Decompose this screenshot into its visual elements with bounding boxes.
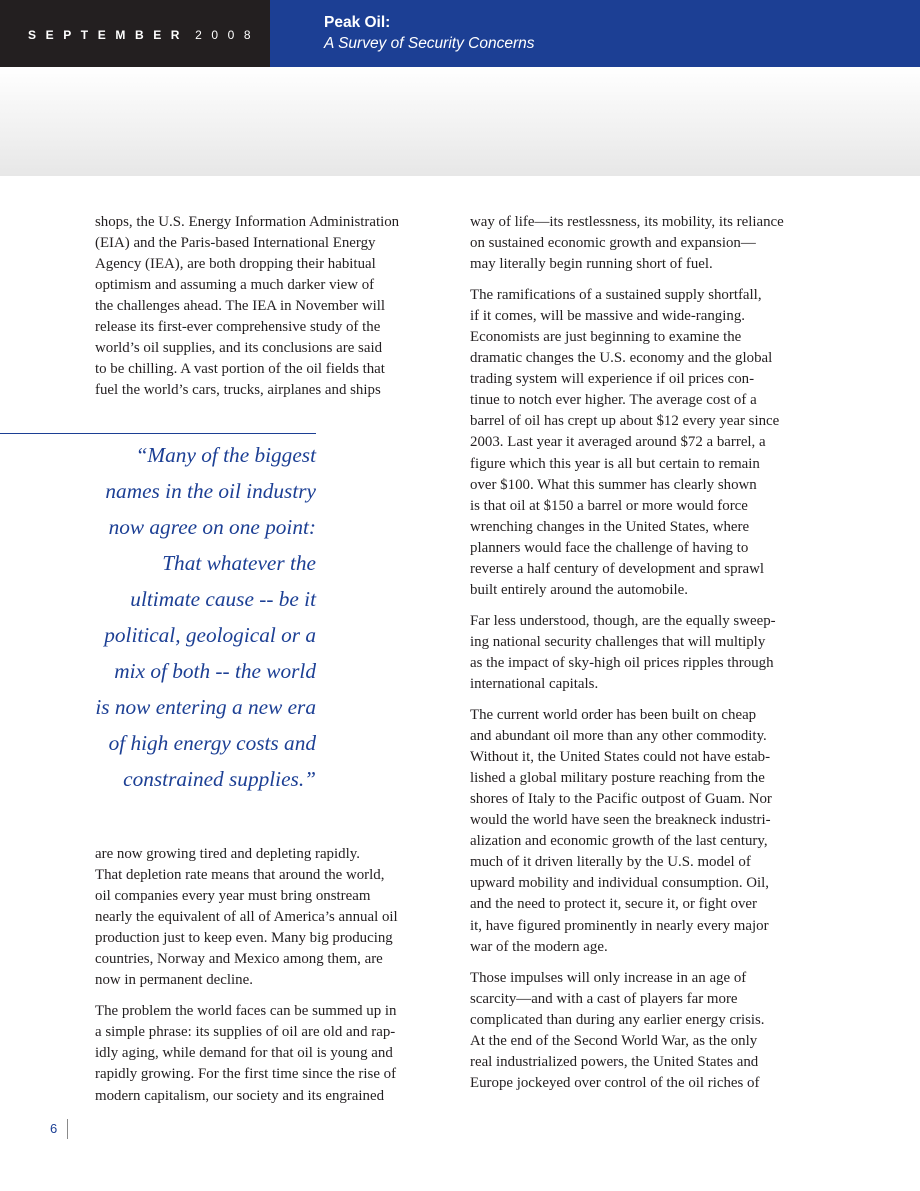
text-line: and abundant oil more than any other commodity.	[470, 728, 767, 745]
paragraph	[470, 212, 820, 275]
text-line: real industrialized powers, the United States and	[470, 1053, 759, 1070]
text-line: as the impact of sky-high oil prices ripples through	[470, 654, 774, 671]
pull-quote	[40, 437, 316, 797]
text-line: 2003. Last year it averaged around $72 a barrel, a	[470, 434, 766, 451]
text-line: At the end of the Second World War, as the only	[470, 1032, 758, 1049]
header-date-block	[0, 0, 270, 67]
text-line: is that oil at $150 a barrel or more would force	[470, 497, 748, 514]
text-line: if it comes, will be massive and wide-ranging.	[470, 308, 745, 325]
text-line: the challenges ahead. The IEA in November will	[95, 298, 385, 315]
text-line: “Many of the biggest	[135, 443, 316, 467]
text-line: That depletion rate means that around the world,	[95, 867, 385, 884]
text-line: Those impulses will only increase in an age of	[470, 969, 747, 986]
text-line: may literally begin running short of fuel.	[470, 256, 713, 273]
text-line: war of the modern age.	[470, 938, 608, 955]
text-line: scarcity—and with a cast of players far more	[470, 990, 738, 1007]
text-line: of high energy costs and	[108, 731, 316, 755]
right-column	[470, 212, 820, 1104]
text-line: to be chilling. A vast portion of the oil fields that	[95, 361, 385, 378]
text-line: fuel the world’s cars, trucks, airplanes and ships	[95, 382, 381, 399]
text-line: That whatever the	[162, 551, 316, 575]
paragraph	[95, 212, 445, 401]
text-line: countries, Norway and Mexico among them, are	[95, 951, 383, 968]
text-line: production just to keep even. Many big producing	[95, 930, 393, 947]
text-line: ultimate cause -- be it	[130, 587, 316, 611]
text-line: way of life—its restlessness, its mobility, its reliance	[470, 214, 784, 230]
issue-month: SEPTEMBER	[28, 28, 190, 42]
text-line: now in permanent decline.	[95, 972, 253, 989]
text-line: dramatic changes the U.S. economy and the global	[470, 350, 773, 367]
text-line: are now growing tired and depleting rapidly.	[95, 846, 360, 862]
text-line: on sustained economic growth and expansion—	[470, 235, 756, 252]
text-line: over $100. What this summer has clearly shown	[470, 476, 757, 493]
text-line: optimism and assuming a much darker view of	[95, 277, 375, 294]
text-line: (EIA) and the Paris-based International Energy	[95, 235, 376, 252]
text-line: a simple phrase: its supplies of oil are old and rap-	[95, 1024, 396, 1041]
text-line: upward mobility and individual consumption. Oil,	[470, 875, 770, 892]
paragraph	[470, 705, 820, 958]
text-line: shores of Italy to the Pacific outpost of Guam. Nor	[470, 791, 772, 808]
text-line: constrained supplies.”	[123, 767, 316, 791]
text-line: nearly the equivalent of all of America’s annual oil	[95, 909, 398, 926]
text-line: complicated than during any earlier energy crisis.	[470, 1011, 765, 1028]
text-line: names in the oil industry	[105, 479, 316, 503]
page-number-divider	[67, 1119, 68, 1139]
paragraph	[95, 844, 445, 991]
text-line: mix of both -- the world	[114, 659, 316, 683]
text-line: shops, the U.S. Energy Information Administration	[95, 214, 400, 230]
text-line: political, geological or a	[104, 623, 316, 647]
report-title: Peak Oil:	[324, 14, 391, 31]
text-line: trading system will experience if oil prices con-	[470, 371, 755, 388]
paragraph	[470, 968, 820, 1094]
text-line: planners would face the challenge of having to	[470, 539, 749, 556]
text-line: release its first-ever comprehensive study of the	[95, 319, 381, 336]
paragraph	[470, 611, 820, 695]
text-line: figure which this year is all but certain to remain	[470, 455, 760, 472]
text-line: international capitals.	[470, 675, 599, 692]
text-line: ing national security challenges that will multiply	[470, 633, 766, 650]
text-line: much of it driven literally by the U.S. model of	[470, 854, 751, 871]
left-column-top	[95, 212, 445, 411]
text-line: lished a global military posture reaching from the	[470, 770, 765, 787]
text-line: modern capitalism, our society and its engrained	[95, 1087, 385, 1104]
text-line: The problem the world faces can be summed up in	[95, 1003, 397, 1020]
text-line: Economists are just beginning to examine the	[470, 329, 742, 346]
text-line: Without it, the United States could not have estab-	[470, 749, 771, 766]
text-line: wrenching changes in the United States, where	[470, 518, 750, 535]
paragraph	[470, 285, 820, 601]
issue-date	[28, 28, 260, 42]
text-line: Agency (IEA), are both dropping their habitual	[95, 256, 376, 273]
pull-quote-rule	[0, 433, 316, 434]
left-column-bottom	[95, 844, 445, 1117]
header-title-block	[270, 0, 920, 67]
report-subtitle: A Survey of Security Concerns	[324, 35, 535, 52]
text-line: oil companies every year must bring onstream	[95, 888, 371, 905]
header-banner	[0, 67, 920, 176]
paragraph	[95, 1001, 445, 1106]
text-line: it, have figured prominently in nearly every major	[470, 917, 769, 934]
page-number: 6	[50, 1121, 58, 1136]
text-line: Europe jockeyed over control of the oil riches of	[470, 1074, 760, 1091]
text-line: The ramifications of a sustained supply shortfall,	[470, 287, 762, 304]
text-line: idly aging, while demand for that oil is young and	[95, 1045, 393, 1062]
text-line: is now entering a new era	[95, 695, 316, 719]
text-line: now agree on one point:	[108, 515, 316, 539]
text-line: alization and economic growth of the last century,	[470, 833, 768, 850]
text-line: rapidly growing. For the first time since the rise of	[95, 1066, 397, 1083]
text-line: and the need to protect it, secure it, or fight over	[470, 896, 757, 913]
text-line: would the world have seen the breakneck industri-	[470, 812, 771, 829]
text-line: world’s oil supplies, and its conclusions are said	[95, 340, 383, 357]
text-line: built entirely around the automobile.	[470, 581, 688, 598]
text-line: Far less understood, though, are the equally sweep-	[470, 612, 776, 629]
text-line: The current world order has been built on cheap	[470, 707, 757, 724]
issue-year: 2008	[195, 28, 261, 42]
text-line: reverse a half century of development and sprawl	[470, 560, 764, 577]
text-line: barrel of oil has crept up about $12 every year since	[470, 413, 780, 430]
text-line: tinue to notch ever higher. The average cost of a	[470, 392, 757, 409]
